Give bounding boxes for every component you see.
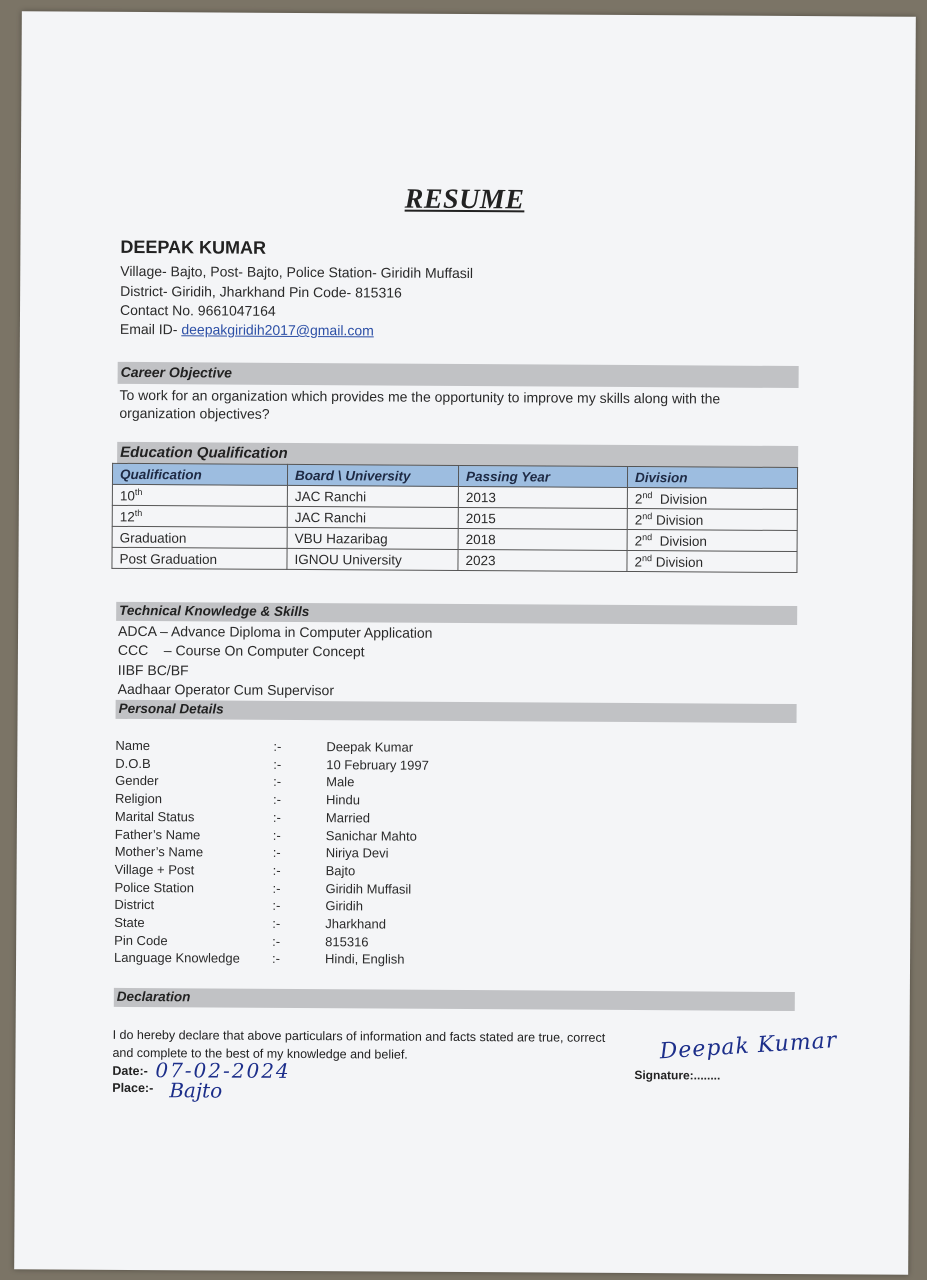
qualification-text: 10 [119, 488, 135, 504]
year-cell: 2023 [458, 549, 627, 571]
year-cell: 2018 [458, 528, 627, 550]
personal-detail-key: Father’s Name [114, 826, 201, 842]
personal-detail-separator: :- [273, 774, 282, 790]
resume-page [14, 11, 916, 1274]
personal-details-heading: Personal Details [118, 700, 224, 717]
personal-detail-value: 815316 [325, 933, 369, 950]
board-cell: VBU Hazaribag [287, 527, 458, 549]
table-row [112, 547, 797, 572]
personal-detail-separator: :- [272, 898, 281, 914]
skill-item: ADCA – Advance Diploma in Computer Application [118, 622, 433, 641]
column-header: Board \ University [287, 464, 458, 486]
personal-detail-value: Hindi, English [325, 951, 405, 968]
personal-detail-key: Pin Code [114, 932, 168, 948]
declaration-heading: Declaration [116, 988, 191, 1005]
personal-detail-key: State [114, 914, 145, 931]
personal-detail-separator: :- [272, 862, 281, 878]
division-cell [627, 529, 797, 551]
personal-detail-value: Giridih Muffasil [325, 880, 412, 897]
year-cell: 2015 [458, 507, 627, 529]
address-line-1: Village- Bajto, Post- Bajto, Police Station- Giridih Muffasil [120, 262, 474, 282]
personal-detail-value: Bajto [325, 863, 356, 879]
address-line-2: District- Giridih, Jharkhand Pin Code- 815316 [120, 282, 402, 301]
contact-number: Contact No. 9661047164 [119, 301, 276, 319]
personal-detail-value: Married [325, 809, 371, 826]
board-cell: JAC Ranchi [287, 506, 458, 528]
date-label: Date:- [112, 1063, 148, 1079]
email-link[interactable]: deepakgiridih2017@gmail.com [181, 321, 374, 339]
personal-detail-separator: :- [273, 756, 282, 772]
personal-detail-separator: :- [272, 951, 281, 967]
qualification-text: Post Graduation [119, 551, 218, 567]
personal-detail-value: Hindu [325, 792, 361, 808]
personal-detail-separator: :- [273, 738, 282, 754]
skill-item: IIBF BC/BF [117, 661, 189, 679]
division-text: Division [651, 554, 704, 570]
signature-label: Signature:........ [634, 1068, 721, 1083]
resume-title: RESUME [404, 183, 525, 216]
personal-detail-separator: :- [272, 809, 281, 825]
personal-detail-key: Religion [114, 790, 163, 807]
personal-detail-key: Language Knowledge [114, 950, 240, 967]
personal-detail-separator: :- [272, 845, 281, 861]
skill-item: CCC – Course On Computer Concept [117, 641, 365, 660]
division-suffix: nd [642, 552, 653, 563]
personal-detail-value: 10 February 1997 [326, 756, 429, 773]
place-value: Bajto [169, 1078, 223, 1103]
personal-detail-key: Police Station [114, 879, 195, 895]
personal-detail-key: Mother’s Name [114, 844, 204, 860]
personal-detail-key: D.O.B [115, 755, 151, 771]
division-number: 2 [634, 554, 643, 570]
declaration-line-1: I do hereby declare that above particulars of information and facts stated are true, correct [112, 1027, 606, 1045]
division-number: 2 [634, 533, 643, 549]
qualification-text: Graduation [119, 530, 187, 546]
qualification-cell [112, 484, 287, 506]
personal-detail-key: Village + Post [114, 861, 195, 878]
division-text: Division [652, 533, 707, 549]
year-cell: 2013 [458, 486, 627, 508]
qualification-suffix: th [134, 486, 143, 497]
division-number: 2 [634, 491, 643, 507]
column-header: Division [627, 466, 797, 488]
personal-detail-separator: :- [272, 827, 281, 843]
declaration-bar [114, 988, 795, 1011]
place-label: Place:- [112, 1080, 154, 1096]
personal-detail-separator: :- [272, 933, 281, 949]
email-label: Email ID- [119, 320, 182, 338]
personal-detail-separator: :- [272, 880, 281, 896]
qualification-suffix: th [134, 507, 143, 518]
qualification-cell [112, 526, 287, 548]
personal-detail-value: Giridih [325, 898, 364, 914]
personal-detail-key: Gender [115, 773, 159, 789]
career-objective-heading: Career Objective [120, 363, 232, 381]
division-cell [627, 550, 797, 572]
division-text: Division [652, 491, 708, 507]
column-header: Passing Year [458, 465, 627, 487]
division-number: 2 [634, 512, 643, 528]
signature: Deepak Kumar [658, 1028, 838, 1065]
education-table [111, 463, 798, 573]
qualification-cell [112, 547, 287, 569]
skills-heading: Technical Knowledge & Skills [119, 602, 310, 620]
personal-detail-value: Male [326, 774, 355, 790]
qualification-cell [112, 505, 287, 527]
personal-detail-value: Jharkhand [325, 916, 387, 932]
personal-detail-separator: :- [272, 915, 281, 931]
column-header: Qualification [112, 463, 287, 485]
division-text: Division [652, 512, 704, 528]
email-line [120, 321, 374, 339]
personal-detail-key: Marital Status [114, 808, 195, 825]
division-suffix: nd [642, 510, 653, 521]
date-value: 07-02-2024 [155, 1058, 291, 1083]
education-heading: Education Qualification [120, 443, 288, 462]
candidate-name: DEEPAK KUMAR [120, 236, 267, 258]
personal-detail-value: Sanichar Mahto [325, 827, 417, 844]
division-suffix: nd [642, 489, 653, 500]
division-suffix: nd [642, 531, 653, 542]
qualification-text: 12 [119, 509, 135, 525]
personal-detail-value: Niriya Devi [325, 845, 389, 861]
board-cell: JAC Ranchi [287, 485, 458, 507]
skill-item: Aadhaar Operator Cum Supervisor [117, 680, 335, 699]
career-objective-text: To work for an organization which provides me the opportunity to improve my skills along with the organization objectives? [119, 386, 721, 422]
personal-detail-value: Deepak Kumar [326, 739, 414, 755]
board-cell: IGNOU University [287, 548, 458, 570]
declaration-line-2: and complete to the best of my knowledge and belief. [112, 1045, 408, 1062]
division-cell [627, 508, 797, 530]
personal-detail-separator: :- [272, 791, 282, 807]
personal-detail-key: Name [115, 737, 151, 754]
personal-detail-key: District [114, 897, 155, 913]
division-cell [627, 487, 797, 509]
